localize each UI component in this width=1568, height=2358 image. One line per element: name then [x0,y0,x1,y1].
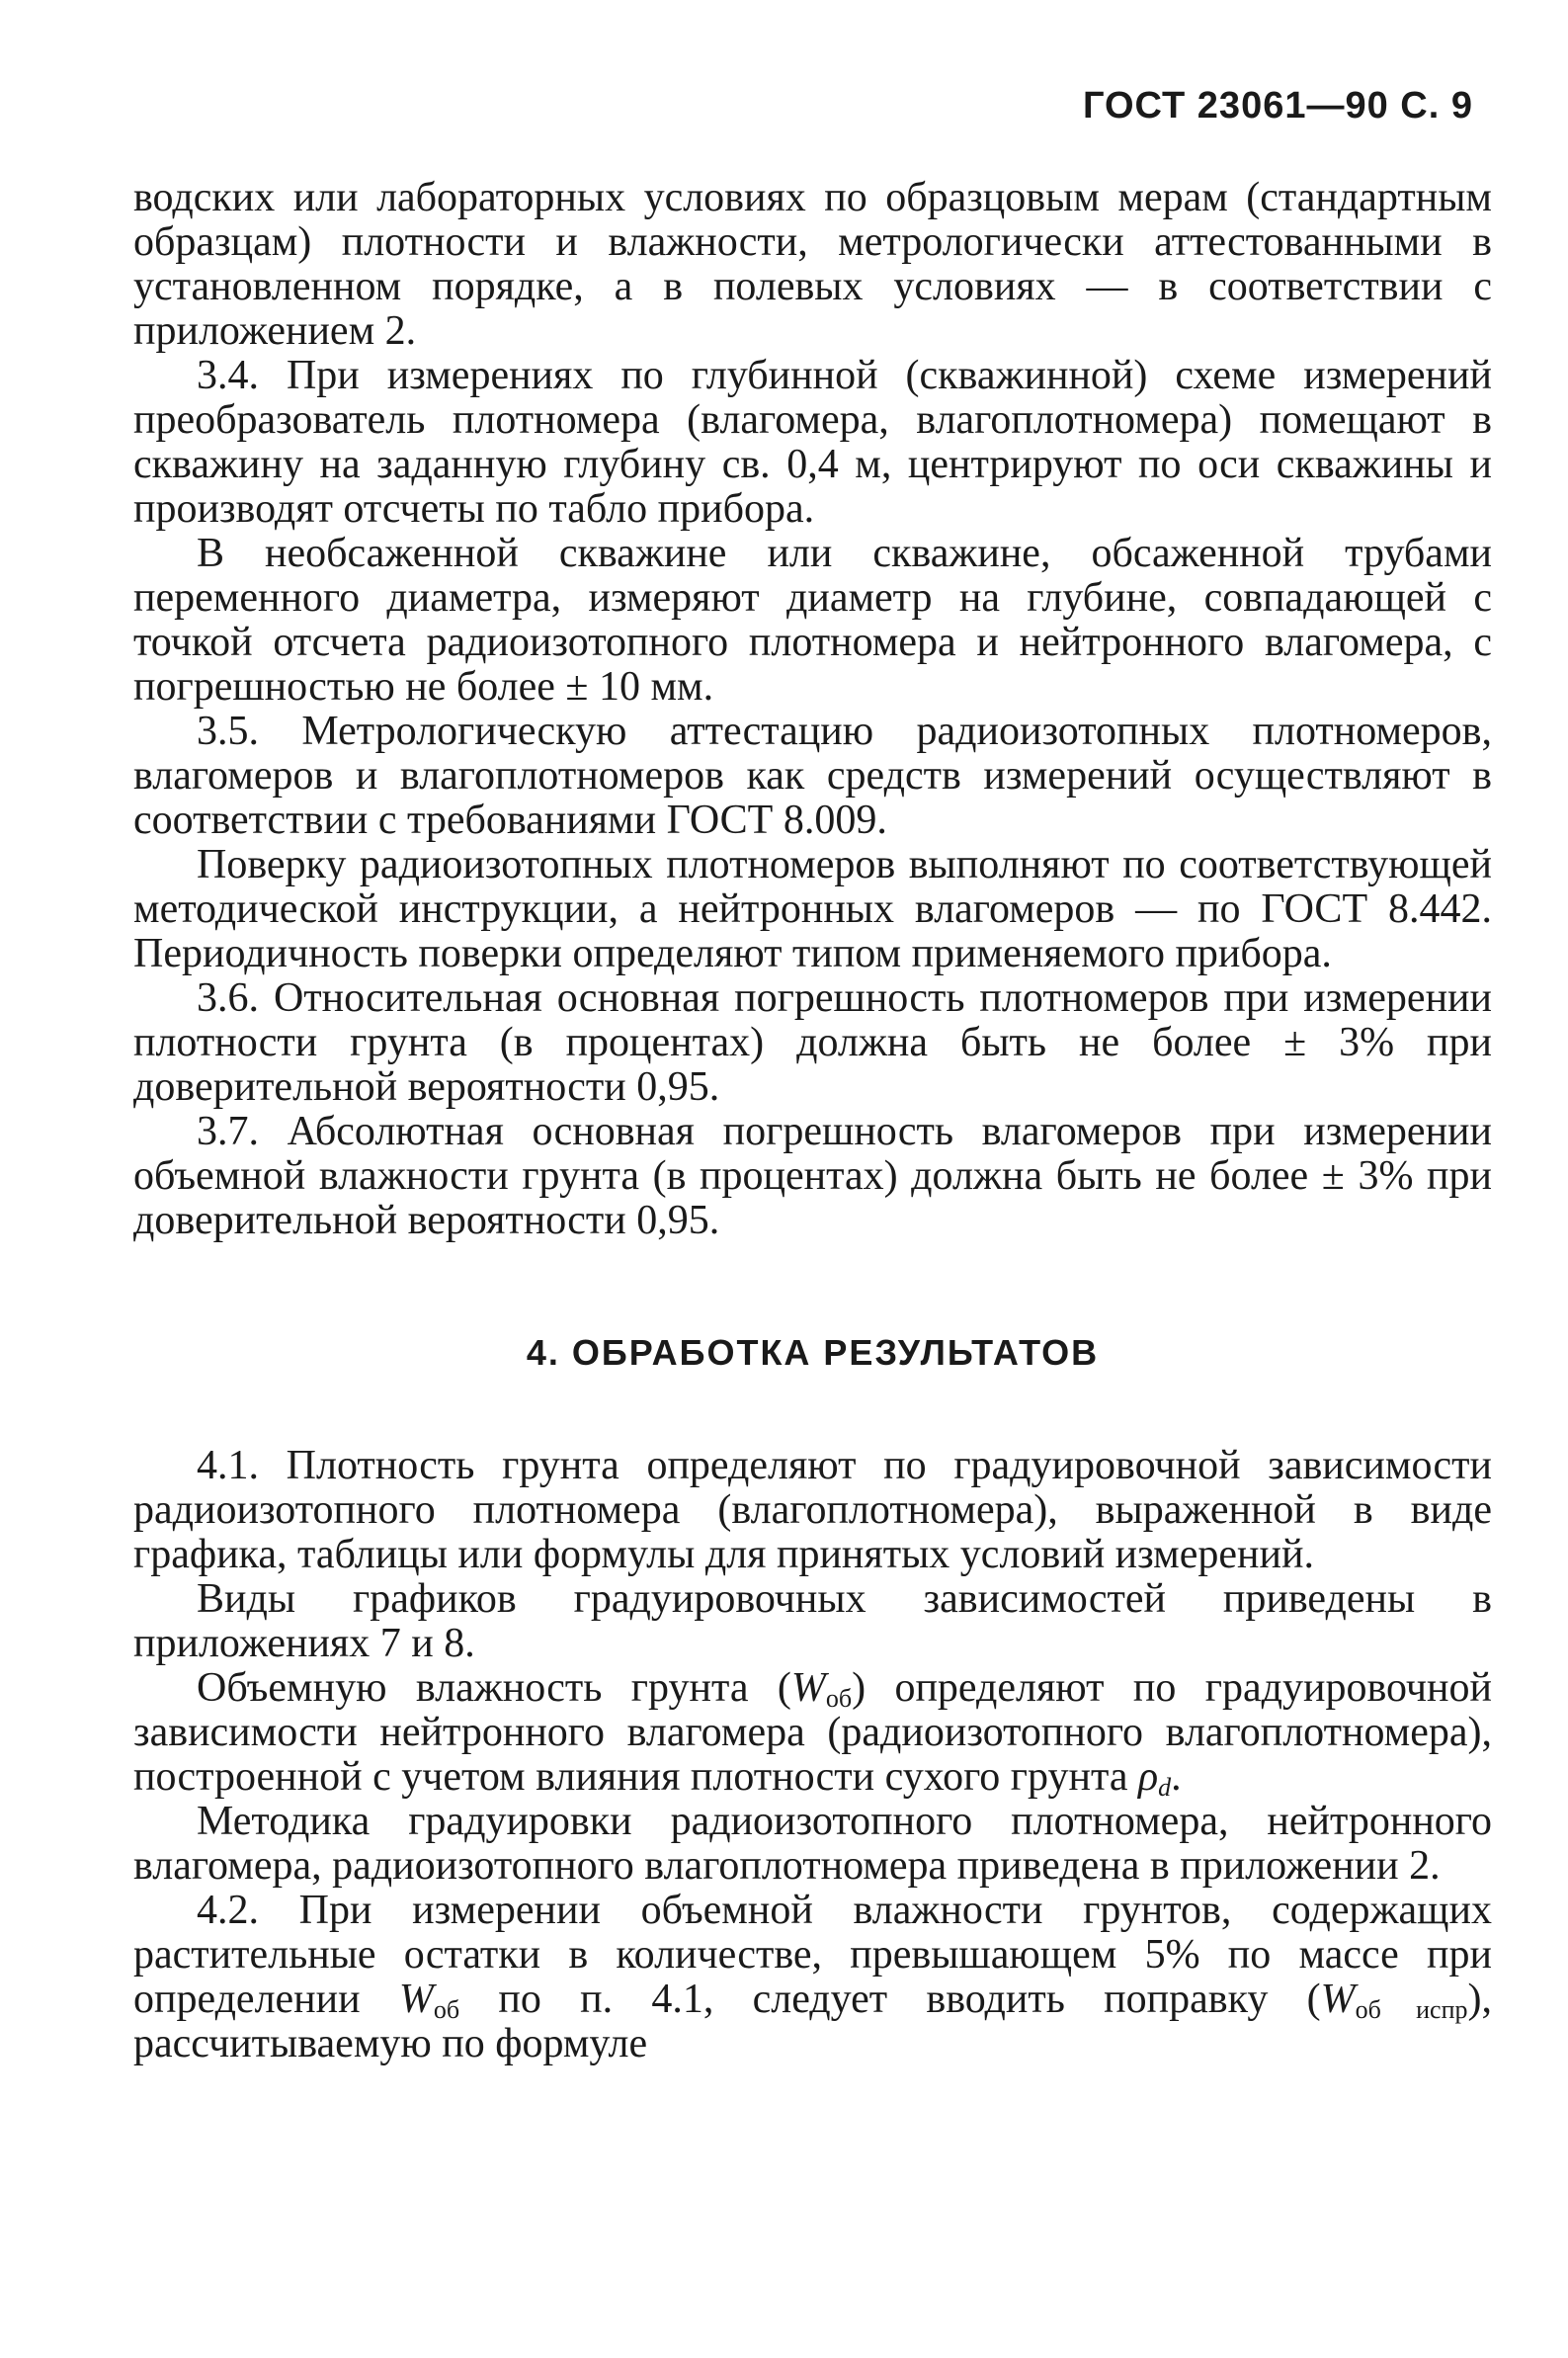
paragraph-calibration-method: Методика градуировки радиоизотопного плотномера, нейтронного влагомера, радиоизотопного влагоплотномера приведена в приложении 2. [133,1799,1492,1889]
text-run: 4.2. При измерении объемной влажности грунтов, содержащих растительные остатки в количестве, превышающем 5% по массе при определении [133,1888,1492,2022]
text-run: по п. 4.1, следует вводить поправку ( [459,1977,1321,2022]
symbol-w-subscript: об [825,1684,853,1713]
symbol-w: W [398,1977,434,2022]
symbol-w-corrected: W [1320,1977,1356,2022]
symbol-rho-subscript: d [1158,1773,1172,1802]
text-run: Объемную влажность грунта ( [197,1665,791,1711]
paragraph-3-5: 3.5. Метрологическую аттестацию радиоизотопных плотномеров, влагомеров и влагоплотномеров как средств измерений осуществляют в соответствии с требованиями ГОСТ 8.009. [133,709,1492,843]
paragraph-4-1: 4.1. Плотность грунта определяют по градуировочной зависимости радиоизотопного плотномера (влагоплотномера), выраженной в виде графика, таблицы или формулы для принятых условий измерений. [133,1443,1492,1577]
document-body [133,176,1492,2066]
page-header: ГОСТ 23061—90 С. 9 [1082,85,1473,126]
symbol-w-corrected-subscript: об испр [1355,1995,1468,2024]
symbol-rho: ρ [1137,1754,1159,1800]
paragraph-3-7: 3.7. Абсолютная основная погрешность влагомеров при измерении объемной влажности грунта (в процентах) должна быть не более ± 3% при доверительной вероятности 0,95. [133,1109,1492,1243]
paragraph-4-2 [133,1889,1492,2066]
paragraph-borehole: В необсаженной скважине или скважине, обсаженной трубами переменного диаметра, измеряют диаметр на глубине, совпадающей с точкой отсчета радиоизотопного плотномера и нейтронного влагомера, с погрешностью не более ± 10 мм. [133,531,1492,710]
paragraph-continuation: водских или лабораторных условиях по образцовым мерам (стандартным образцам) плотности и влажности, метрологически аттестованными в установленном порядке, а в полевых условиях — в соответствии с приложением 2. [133,175,1492,354]
paragraph-graph-types: Виды графиков градуировочных зависимостей приведены в приложениях 7 и 8. [133,1576,1492,1666]
text-run: ) определяют по градуировочной зависимости нейтронного влагомера (радиоизотопного влагоплотномера), построенной с учетом влияния плотности сухого грунта [133,1665,1492,1800]
text-run: ), рассчитываемую по формуле [133,1977,1492,2066]
text-run: . [1171,1754,1182,1800]
paragraph-verification: Поверку радиоизотопных плотномеров выполняют по соответствующей методической инструкции, а нейтронных влагомеров — по ГОСТ 8.442. Периодичность поверки определяют типом применяемого прибора. [133,842,1492,976]
paragraph-3-4: 3.4. При измерениях по глубинной (скважинной) схеме измерений преобразователь плотномера (влагомера, влагоплотномера) помещают в скважину на заданную глубину св. 0,4 м, центрируют по оси скважины и производят отсчеты по табло прибора. [133,353,1492,532]
symbol-w-subscript: об [433,1995,460,2024]
paragraph-3-6: 3.6. Относительная основная погрешность плотномеров при измерении плотности грунта (в процентах) должна быть не более ± 3% при доверительной вероятности 0,95. [133,975,1492,1110]
symbol-w: W [790,1665,826,1711]
paragraph-volumetric-moisture [133,1666,1492,1800]
section-title: 4. ОБРАБОТКА РЕЗУЛЬТАТОВ [526,1332,1100,1373]
